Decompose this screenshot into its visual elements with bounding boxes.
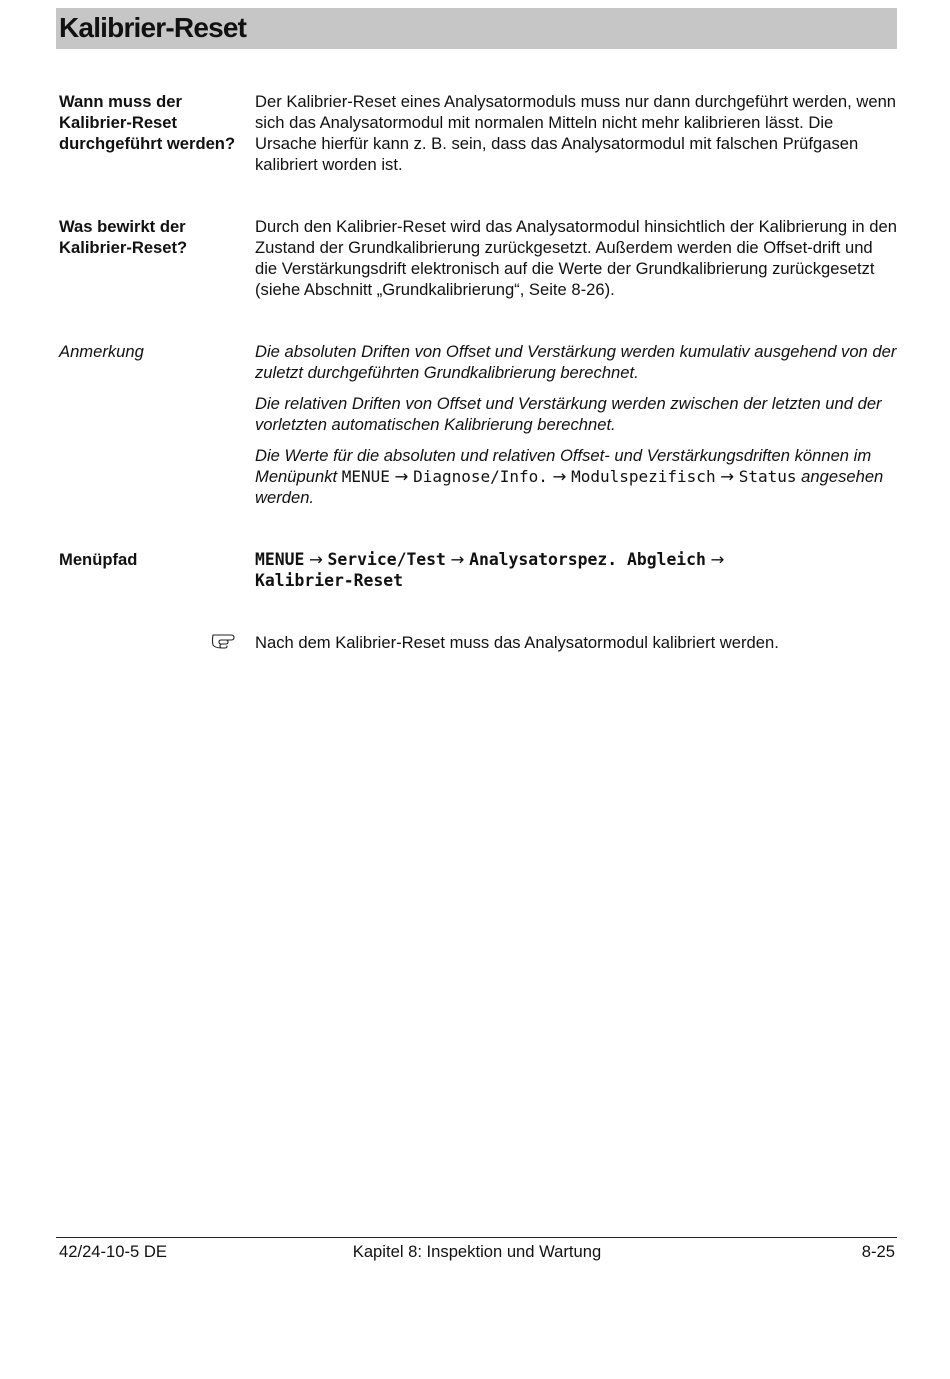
menu-path-label: Menüpfad: [59, 550, 138, 569]
footer-divider: [56, 1237, 897, 1238]
menu-item: Kalibrier-Reset: [255, 571, 404, 590]
menu-item: Status: [738, 467, 797, 486]
section-label: Was bewirkt der Kalibrier-Reset?: [59, 217, 188, 257]
section-paragraph: Der Kalibrier-Reset eines Analysatormoduls muss nur dann durchgeführt werden, wenn sich das Analysatormodul mit normalen Mitteln nicht mehr kalibrieren lässt. Die Ursache hierfür kann z. B. sein, dass das Analysatormodul mit falschen Prüfgasen kalibriert worden ist.: [255, 92, 897, 174]
section-label: Wann muss der Kalibrier-Reset durchgeführt werden?: [59, 92, 236, 153]
pointing-hand-icon: [211, 629, 241, 649]
note-paragraph-2: Die relativen Driften von Offset und Verstärkung werden zwischen der letzten und der vorletzten automatischen Kalibrierung berechnet.: [255, 394, 882, 434]
arrow-icon: →: [720, 467, 735, 486]
note-paragraph-3: [255, 445, 897, 508]
note-p3-suffix: angesehen werden.: [255, 467, 884, 507]
section-paragraph: Durch den Kalibrier-Reset wird das Analysatormodul hinsichtlich der Kalibrierung in den Zustand der Grundkalibrierung zurückgesetzt. Außerdem werden die Offset-drift und die Verstärkungsdrift elektronisch auf die Werte der Grundkalibrierung zurückgesetzt (siehe Abschnitt „Grundkalibrierung“, Seite 8-26).: [255, 217, 897, 299]
arrow-icon: →: [552, 467, 567, 486]
title-bar: [56, 8, 897, 49]
menu-item: MENUE: [341, 467, 390, 486]
menu-item: MENUE: [255, 550, 305, 569]
note-label: Anmerkung: [59, 342, 144, 361]
menu-path: [255, 549, 897, 591]
arrow-icon: →: [710, 550, 725, 569]
section-text: [255, 216, 897, 310]
arrow-icon: →: [450, 550, 465, 569]
page-title: Kalibrier-Reset: [59, 12, 247, 43]
document-number: 42/24-10-5 DE: [59, 1242, 167, 1261]
menu-item: Diagnose/Info.: [413, 467, 548, 486]
arrow-icon: →: [394, 467, 409, 486]
note-text: [255, 341, 897, 518]
chapter-title: Kapitel 8: Inspektion und Wartung: [352, 1242, 602, 1261]
hint-text: Nach dem Kalibrier-Reset muss das Analysatormodul kalibriert werden.: [255, 633, 779, 652]
note-paragraph-1: Die absoluten Driften von Offset und Verstärkung werden kumulativ ausgehend von der zuletzt durchgeführten Grundkalibrierung berechnet.: [255, 342, 897, 382]
page-number: 8-25: [861, 1242, 895, 1261]
note-p3-prefix: Die Werte für die absoluten und relativen Offset- und Verstärkungsdriften können im Menüpunkt: [255, 446, 872, 486]
menu-item: Analysatorspez. Abgleich: [469, 550, 706, 569]
section-text: [255, 91, 897, 185]
arrow-icon: →: [308, 550, 323, 569]
menu-item: Service/Test: [327, 550, 446, 569]
menu-item: Modulspezifisch: [571, 467, 716, 486]
